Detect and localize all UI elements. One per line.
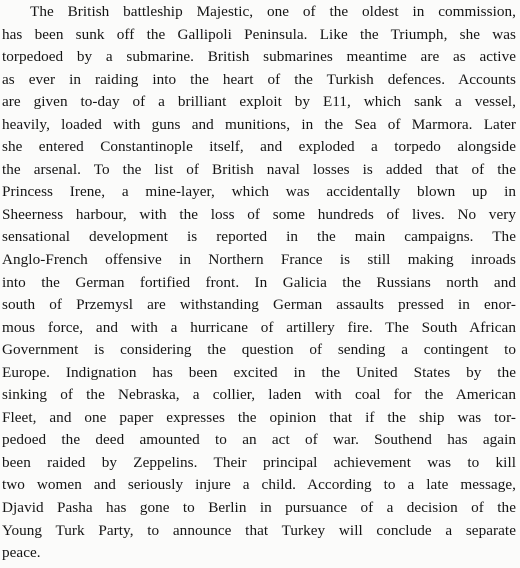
text-line: torpedoed by a submarine. British submarines meantime are as active (2, 48, 516, 66)
text-line: Europe. Indignation has been excited in the United States by the (2, 363, 516, 381)
text-line: into the German fortified front. In Galicia the Russians north and (2, 273, 516, 291)
text-line: two women and seriously injure a child. According to a late message, (2, 476, 516, 494)
text-line: been raided by Zeppelins. Their principal achievement was to kill (2, 453, 516, 471)
text-line: Princess Irene, a mine-layer, which was accidentally blown up in (2, 183, 516, 201)
text-line: are given to-day of a brilliant exploit by E11, which sank a vessel, (2, 93, 516, 111)
text-line: sinking of the Nebraska, a collier, laden with coal for the American (2, 386, 516, 404)
text-line: Sheerness harbour, with the loss of some hundreds of lives. No very (2, 205, 516, 223)
text-line: Djavid Pasha has gone to Berlin in pursuance of a decision of the (2, 499, 516, 517)
text-line: pedoed the deed amounted to an act of war. Southend has again (2, 431, 516, 449)
news-article-paragraph (2, 1, 516, 565)
text-line: The British battleship Majestic, one of the oldest in commission, (30, 3, 516, 20)
text-line: Young Turk Party, to announce that Turkey will conclude a separate (2, 521, 516, 539)
text-line: the arsenal. To the list of British naval losses is added that of the (2, 160, 516, 178)
text-line: south of Przemysl are withstanding German assaults pressed in enor- (2, 296, 516, 314)
text-line: Anglo-French offensive in Northern France is still making inroads (2, 251, 516, 269)
text-line: as ever in raiding into the heart of the Turkish defences. Accounts (2, 70, 516, 88)
text-line: sensational development is reported in the main campaigns. The (2, 228, 516, 246)
text-line: heavily, loaded with guns and munitions, in the Sea of Marmora. Later (2, 115, 516, 133)
text-line: Fleet, and one paper expresses the opinion that if the ship was tor- (2, 408, 516, 426)
text-line: has been sunk off the Gallipoli Peninsula. Like the Triumph, she was (2, 25, 516, 43)
text-line: Government is considering the question of sending a contingent to (2, 341, 516, 359)
text-line: she entered Constantinople itself, and exploded a torpedo alongside (2, 138, 516, 156)
text-line: mous force, and with a hurricane of artillery fire. The South African (2, 318, 516, 336)
text-line: peace. (2, 544, 41, 562)
